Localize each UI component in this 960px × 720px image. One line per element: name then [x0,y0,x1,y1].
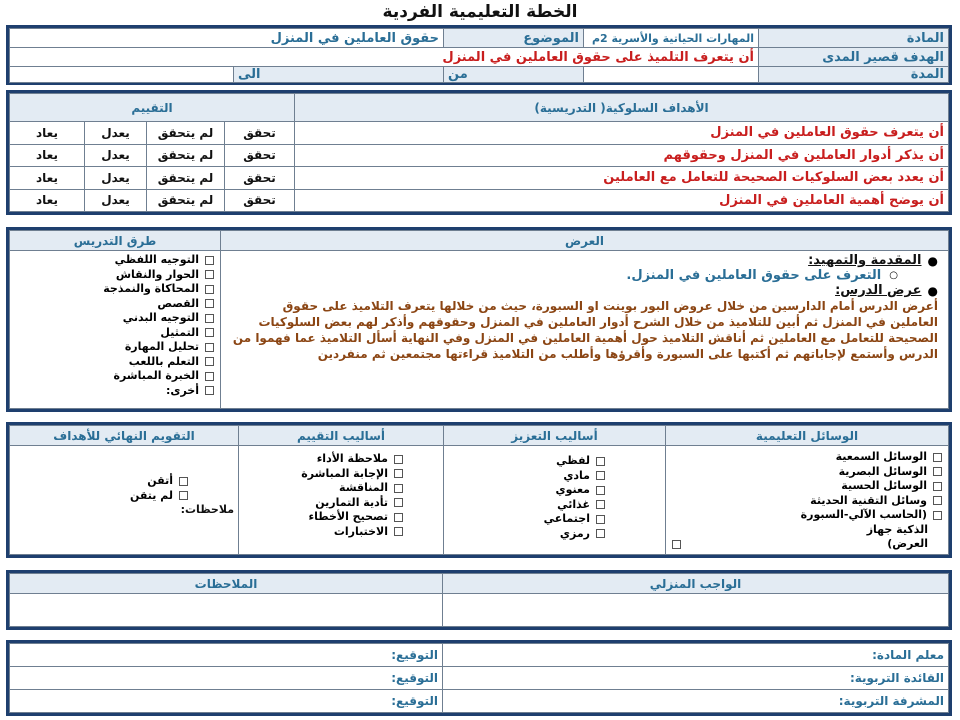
aid-item: الذكية جهاز [866,522,928,536]
notes-field[interactable] [10,594,443,627]
not-achieved-option[interactable]: لم يتحقق [147,144,225,167]
checkbox-icon[interactable] [205,343,214,352]
final-eval-list [10,446,238,503]
signature-role: القائدة التربوية: [443,667,949,690]
presentation-header: العرض [221,231,949,251]
assessment-item[interactable]: تأدية التمارين [239,496,403,511]
homework-header: الواجب المنزلي [443,574,949,594]
checkbox-icon[interactable] [933,482,942,491]
aids-list [666,446,948,554]
method-item[interactable]: التمثيل [16,326,214,341]
signature-role: معلم المادة: [443,644,949,667]
checkbox-icon[interactable] [933,496,942,505]
notes-header: الملاحظات [10,574,443,594]
repeat-option[interactable]: يعاد [10,167,85,190]
methods-list-cell [10,251,221,409]
repeat-option[interactable]: يعاد [10,189,85,212]
reinforcement-cell [444,446,666,555]
body-title: عرض الدرس: [835,283,922,298]
aids-header: الوسائل التعليمية [666,426,949,446]
final-eval-item[interactable]: أتقن [10,474,188,489]
circle-bullet-icon: ○ [889,270,898,281]
checkbox-icon[interactable] [933,467,942,476]
signature-field[interactable]: التوقيع: [10,690,443,713]
final-eval-item[interactable]: لم يتقن [10,489,188,504]
to-value[interactable] [10,67,234,83]
checkbox-icon[interactable] [394,513,403,522]
presentation-section [6,227,952,412]
assessment-item[interactable]: الإجابة المباشرة [239,467,403,482]
assessment-item[interactable]: ملاحظة الأداء [239,452,403,467]
from-label: من [444,67,584,83]
reinforcement-item[interactable]: مادي [444,469,605,484]
reinforcement-list [444,446,665,541]
goal-value: أن يتعرف التلميذ على حقوق العاملين في المنزل [10,48,759,67]
not-achieved-option[interactable]: لم يتحقق [147,122,225,145]
checkbox-icon[interactable] [205,299,214,308]
checkbox-icon[interactable] [596,486,605,495]
page-title: الخطة التعليمية الفردية [382,2,578,22]
assessment-header: أساليب التقييم [239,426,444,446]
homework-field[interactable] [443,594,949,627]
checkbox-icon[interactable] [394,498,403,507]
method-item[interactable]: التعلم باللعب [16,355,214,370]
checkbox-icon[interactable] [394,527,403,536]
checkbox-icon[interactable] [179,491,188,500]
bullet-icon: ● [927,253,938,268]
checkbox-icon[interactable] [596,500,605,509]
modify-option[interactable]: يعدل [85,189,147,212]
repeat-option[interactable]: يعاد [10,144,85,167]
objective-row-3: أن يعدد بعض السلوكيات الصحيحة للتعامل مع العاملين [295,167,949,190]
to-label: الى [234,67,444,83]
subject-label: المادة [759,29,949,48]
checkbox-icon[interactable] [394,469,403,478]
achieved-option[interactable]: تحقق [225,167,295,190]
subject-value: المهارات الحياتية والأسرية 2م [584,29,759,48]
method-item[interactable]: التوجيه البدني [16,311,214,326]
checkbox-icon[interactable] [933,453,942,462]
info-section [6,25,952,85]
checkbox-icon[interactable] [205,372,214,381]
not-achieved-option[interactable]: لم يتحقق [147,189,225,212]
intro-title: المقدمة والتمهيد: [808,253,922,268]
final-eval-cell [10,446,239,555]
reinforcement-header: أساليب التعزيز [444,426,666,446]
signature-field[interactable]: التوقيع: [10,644,443,667]
method-item[interactable]: المحاكاة والنمذجة [16,282,214,297]
objectives-header: الأهداف السلوكية( التدريسية) [295,94,949,122]
checkbox-icon[interactable] [394,484,403,493]
assessment-list [239,446,443,539]
checkbox-icon[interactable] [179,477,188,486]
method-item[interactable]: الخبرة المباشرة [16,369,214,384]
topic-label: الموضوع [444,29,584,48]
assessment-item[interactable]: المناقشة [239,481,403,496]
checkbox-icon[interactable] [205,285,214,294]
aids-cell [666,446,949,555]
evaluation-header: التقييم [10,94,295,122]
topic-value: حقوق العاملين في المنزل [10,29,444,48]
reinforcement-item[interactable]: اجتماعي [444,512,605,527]
reinforcement-item[interactable]: معنوي [444,483,605,498]
homework-section [6,570,952,630]
intro-item: التعرف على حقوق العاملين في المنزل. [626,268,882,283]
reinforcement-item[interactable]: غذائي [444,498,605,513]
tools-section [6,422,952,558]
modify-option[interactable]: يعدل [85,144,147,167]
duration-value[interactable] [584,67,759,83]
checkbox-icon[interactable] [672,540,681,549]
signatures-section [6,640,952,716]
checkbox-icon[interactable] [394,455,403,464]
duration-label: المدة [759,67,949,83]
assessment-item[interactable]: الاختبارات [239,525,403,540]
objective-row-2: أن يذكر أدوار العاملين في المنزل وحقوقهم [295,144,949,167]
objective-row-4: أن يوضح أهمية العاملين في المنزل [295,189,949,212]
checkbox-icon[interactable] [596,529,605,538]
aid-item[interactable]: (الحاسب الآلي-السبورة [672,508,942,523]
method-item[interactable]: الحوار والنقاش [16,268,214,283]
goal-label: الهدف قصير المدى [759,48,949,67]
achieved-option[interactable]: تحقق [225,189,295,212]
not-achieved-option[interactable]: لم يتحقق [147,167,225,190]
reinforcement-item[interactable]: لفظي [444,454,605,469]
signature-field[interactable]: التوقيع: [10,667,443,690]
achieved-option[interactable]: تحقق [225,122,295,145]
methods-header: طرق التدريس [10,231,221,251]
checkbox-icon[interactable] [205,357,214,366]
aid-item[interactable]: الوسائل السمعية [672,450,942,465]
repeat-option[interactable]: يعاد [10,122,85,145]
modify-option[interactable]: يعدل [85,167,147,190]
final-eval-header: التقويم النهائي للأهداف [10,426,239,446]
bullet-icon: ● [927,283,938,298]
reinforcement-item[interactable]: رمزي [444,527,605,542]
checkbox-icon[interactable] [205,386,214,395]
objective-row-1: أن يتعرف حقوق العاملين في المنزل [295,122,949,145]
aid-item[interactable]: الوسائل البصرية [672,465,942,480]
method-item[interactable]: أخرى: [16,384,214,399]
checkbox-icon[interactable] [596,457,605,466]
achieved-option[interactable]: تحقق [225,144,295,167]
signature-role: المشرفة التربوية: [443,690,949,713]
final-eval-notes-label: ملاحظات: [180,503,234,516]
aid-item[interactable]: وسائل التقنية الحديثة [672,494,942,509]
assessment-cell [239,446,444,555]
method-item[interactable]: القصص [16,297,214,312]
checkbox-icon[interactable] [205,314,214,323]
aid-item: العرض) [672,537,942,552]
modify-option[interactable]: يعدل [85,122,147,145]
method-item[interactable]: التوجيه اللفظي [16,253,214,268]
lesson-body-text: أعرض الدرس أمام الدارسين من خلال عروض البور بوينت او السبورة، حيث من خلالها يتعرف التلاميذ على حقوق العاملين في المنزل ثم أبين للتلاميذ من خلال الشرح أدوار العاملين في المنزل وحقوقهم وأذكر لهم بعض السلوكيات الصحيحة للتعامل مع العاملين ثم أناقش التلاميذ حول أهمية العاملين في المنزل وفي النهاية أسأل التلاميذ عما فهموا من الدرس وأستمع لإجاباتهم ثم أكتبها على السبورة وأقرؤها وأطلب من التلاميذ قراءتها مجتمعين ثم منفردين [232,299,938,361]
checkbox-icon[interactable] [596,515,605,524]
methods-list [10,251,220,400]
checkbox-icon[interactable] [205,270,214,279]
method-item[interactable]: تحليل المهارة [16,340,214,355]
presentation-body [221,251,949,409]
checkbox-icon[interactable] [933,511,942,520]
assessment-item[interactable]: تصحيح الأخطاء [239,510,403,525]
checkbox-icon[interactable] [205,328,214,337]
checkbox-icon[interactable] [205,256,214,265]
checkbox-icon[interactable] [596,471,605,480]
aid-item[interactable]: الوسائل الحسية [672,479,942,494]
objectives-section [6,90,952,215]
